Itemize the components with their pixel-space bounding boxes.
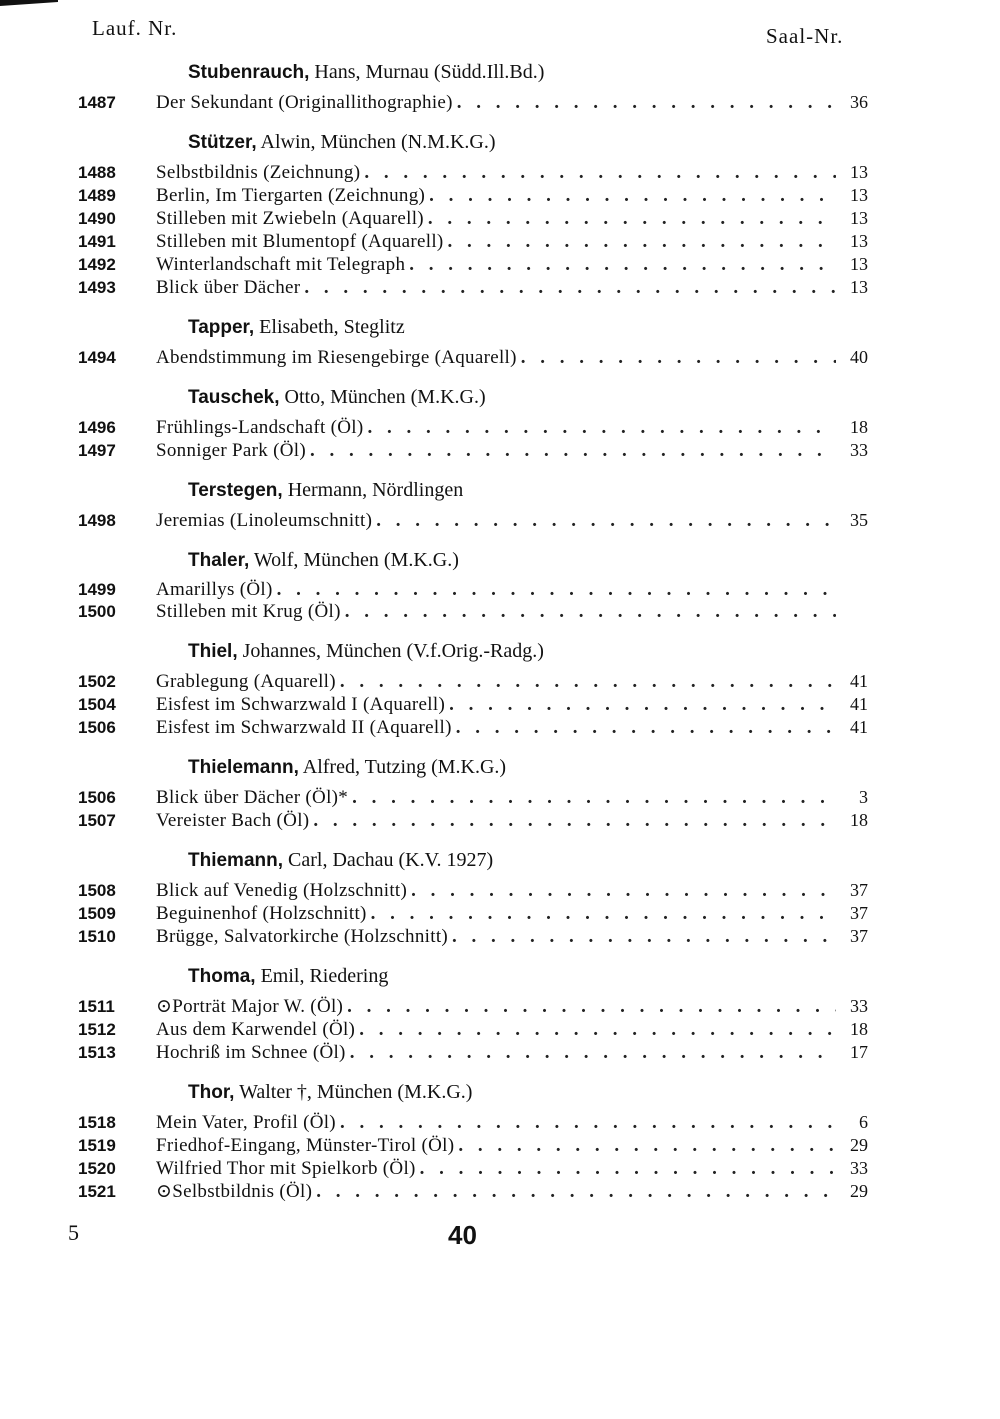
artist-heading: [188, 846, 868, 875]
entry-number: 1488: [78, 163, 116, 182]
artist-group: [78, 753, 868, 832]
entry-title: Berlin, Im Tiergarten (Zeichnung): [156, 185, 426, 206]
artist-heading: [188, 383, 868, 412]
dot-leader: [452, 926, 836, 948]
artist-group: [78, 546, 868, 623]
catalog-entry: [78, 276, 868, 299]
entry-number: 1502: [78, 672, 116, 691]
catalog-entry: [78, 184, 868, 207]
entry-room-number: 33: [850, 1158, 868, 1178]
entry-room-number: 13: [850, 185, 868, 205]
entry-room-number: 3: [859, 787, 868, 807]
catalog-entry: [78, 902, 868, 925]
dot-leader: [350, 1042, 836, 1064]
dot-leader: [359, 1019, 836, 1041]
entry-number: 1490: [78, 209, 116, 228]
entry-number: 1492: [78, 255, 116, 274]
artist-info: Hermann, Nördlingen: [282, 479, 464, 501]
artist-group: [78, 637, 868, 739]
dot-leader: [340, 1112, 836, 1134]
catalog-entry: [78, 416, 868, 439]
entry-title: Brügge, Salvatorkirche (Holzschnitt): [156, 926, 449, 947]
catalog-entry: [78, 439, 868, 462]
dot-leader: [456, 717, 836, 739]
catalog-entry: [78, 230, 868, 253]
entry-room-number: 13: [850, 162, 868, 182]
entry-number: 1504: [78, 695, 116, 714]
entry-number: 1496: [78, 418, 116, 437]
artist-name: Thor,: [188, 1082, 235, 1103]
dot-leader: [449, 694, 836, 716]
catalog-entry: [78, 716, 868, 739]
entry-number: 1509: [78, 904, 116, 923]
dot-leader: [429, 185, 836, 207]
dot-leader: [448, 231, 836, 253]
entry-title: Eisfest im Schwarzwald II (Aquarell): [156, 717, 452, 738]
dot-leader: [313, 810, 836, 832]
catalog-entry: [78, 91, 868, 114]
entry-title: Eisfest im Schwarzwald I (Aquarell): [156, 694, 446, 715]
entry-title: Blick über Dächer: [156, 277, 301, 298]
entry-title: Jeremias (Linoleumschnitt): [156, 510, 373, 531]
artist-group: [78, 58, 868, 114]
catalog-entry: [78, 346, 868, 369]
artist-info: Elisabeth, Steglitz: [254, 316, 405, 338]
catalog-entry: [78, 1180, 868, 1203]
entry-room-number: 17: [850, 1042, 868, 1062]
artist-group: [78, 128, 868, 299]
entry-title: Blick über Dächer (Öl)*: [156, 787, 349, 808]
artist-info: Alfred, Tutzing (M.K.G.): [298, 756, 507, 778]
artist-group: [78, 962, 868, 1064]
catalog-entry: [78, 1111, 868, 1134]
artist-heading: [188, 128, 868, 157]
entry-title: Friedhof-Eingang, Münster-Tirol (Öl): [156, 1135, 455, 1156]
catalog-entry: [78, 670, 868, 693]
artist-heading: [188, 753, 868, 782]
entry-room-number: 18: [850, 1019, 868, 1039]
catalog-entry: [78, 809, 868, 832]
entry-number: 1506: [78, 718, 116, 737]
entry-number: 1500: [78, 602, 116, 621]
dot-leader: [340, 671, 836, 693]
dot-leader: [310, 440, 836, 462]
catalog-entry: [78, 1134, 868, 1157]
entry-room-number: 33: [850, 440, 868, 460]
dot-leader: [457, 92, 836, 114]
entry-title: Stilleben mit Krug (Öl): [156, 601, 341, 622]
catalog-entry: [78, 1157, 868, 1180]
catalog-entry: [78, 879, 868, 902]
artist-name: Terstegen,: [188, 480, 283, 501]
artist-heading: [188, 1078, 868, 1107]
entry-room-number: 36: [850, 92, 868, 112]
signature-mark: 5: [68, 1220, 79, 1245]
entry-number: 1498: [78, 511, 116, 530]
entry-room-number: 41: [850, 671, 868, 691]
entry-number: 1497: [78, 441, 116, 460]
entry-number: 1521: [78, 1182, 116, 1201]
entry-number: 1506: [78, 788, 116, 807]
entry-title: Abendstimmung im Riesengebirge (Aquarell): [156, 347, 517, 368]
entry-number: 1487: [78, 93, 116, 112]
artist-info: Alwin, München (N.M.K.G.): [256, 131, 496, 153]
entry-title: Frühlings-Landschaft (Öl): [156, 417, 364, 438]
dot-leader: [367, 417, 836, 439]
entry-room-number: 29: [850, 1181, 868, 1201]
dot-leader: [304, 277, 836, 299]
artist-info: Wolf, München (M.K.G.): [249, 549, 459, 571]
catalog-entry: [78, 925, 868, 948]
entry-title: Sonniger Park (Öl): [156, 440, 306, 461]
entry-title: Amarillys (Öl): [156, 579, 273, 600]
entry-title: Beguinenhof (Holzschnitt): [156, 903, 367, 924]
dot-leader: [409, 254, 836, 276]
entry-title: Stilleben mit Blumentopf (Aquarell): [156, 231, 444, 252]
artist-group: [78, 1078, 868, 1203]
artist-heading: [188, 476, 868, 505]
artist-group: [78, 476, 868, 532]
entry-number: 1512: [78, 1020, 116, 1039]
artist-heading: [188, 962, 868, 991]
entry-title: Hochriß im Schnee (Öl): [156, 1042, 346, 1063]
catalog-entry: [78, 693, 868, 716]
dot-leader: [458, 1135, 836, 1157]
artist-name: Thoma,: [188, 966, 256, 987]
artist-info: Otto, München (M.K.G.): [279, 386, 486, 408]
entry-room-number: 13: [850, 231, 868, 251]
entry-number: 1494: [78, 348, 116, 367]
catalog-entry: [78, 207, 868, 230]
artist-name: Stützer,: [188, 132, 257, 153]
artist-name: Thiel,: [188, 641, 238, 662]
dot-leader: [364, 162, 836, 184]
catalog-list: [78, 58, 868, 1217]
artist-info: Hans, Murnau (Südd.Ill.Bd.): [309, 61, 545, 83]
artist-heading: [188, 637, 868, 666]
artist-name: Thielemann,: [188, 757, 299, 778]
entry-number: 1508: [78, 881, 116, 900]
catalog-entry: [78, 161, 868, 184]
column-header-running-number: Lauf. Nr.: [92, 16, 178, 40]
entry-room-number: 41: [850, 717, 868, 737]
entry-number: 1510: [78, 927, 116, 946]
entry-title: Blick auf Venedig (Holzschnitt): [156, 880, 408, 901]
artist-heading: [188, 546, 868, 575]
dot-leader: [277, 579, 836, 601]
artist-heading: [188, 313, 868, 342]
artist-name: Thiemann,: [188, 850, 284, 871]
entry-number: 1513: [78, 1043, 116, 1062]
page-number: 40: [448, 1220, 477, 1250]
entry-title: Selbstbildnis (Zeichnung): [156, 162, 361, 183]
artist-heading: [188, 58, 868, 87]
catalog-entry: [78, 253, 868, 276]
entry-room-number: 29: [850, 1135, 868, 1155]
catalog-entry: [78, 786, 868, 809]
entry-title: Grablegung (Aquarell): [156, 671, 336, 692]
entry-room-number: 41: [850, 694, 868, 714]
entry-room-number: 18: [850, 417, 868, 437]
entry-room-number: 13: [850, 208, 868, 228]
artist-name: Tauschek,: [188, 387, 280, 408]
entry-room-number: 40: [850, 347, 868, 367]
artist-info: Walter †, München (M.K.G.): [234, 1081, 473, 1103]
dot-leader: [316, 1181, 836, 1203]
catalog-entry: [78, 601, 868, 623]
entry-number: 1499: [78, 580, 116, 599]
entry-room-number: 37: [850, 880, 868, 900]
entry-title: ⊙Porträt Major W. (Öl): [156, 996, 344, 1017]
dot-leader: [411, 880, 836, 902]
entry-title: Mein Vater, Profil (Öl): [156, 1112, 336, 1133]
entry-room-number: 6: [859, 1112, 868, 1132]
dot-leader: [521, 347, 836, 369]
catalog-entry: [78, 579, 868, 601]
entry-room-number: 35: [850, 510, 868, 530]
catalog-entry: [78, 995, 868, 1018]
artist-info: Carl, Dachau (K.V. 1927): [283, 849, 494, 871]
entry-room-number: 13: [850, 277, 868, 297]
dot-leader: [345, 601, 836, 623]
entry-title: Stilleben mit Zwiebeln (Aquarell): [156, 208, 424, 229]
entry-number: 1491: [78, 232, 116, 251]
entry-room-number: 33: [850, 996, 868, 1016]
entry-room-number: 18: [850, 810, 868, 830]
dot-leader: [347, 996, 836, 1018]
dot-leader: [352, 787, 836, 809]
dot-leader: [428, 208, 836, 230]
dot-leader: [420, 1158, 836, 1180]
entry-number: 1511: [78, 997, 115, 1016]
scan-mark: [0, 0, 58, 6]
entry-title: Winterlandschaft mit Telegraph: [156, 254, 406, 275]
entry-title: ⊙Selbstbildnis (Öl): [156, 1181, 313, 1202]
catalog-entry: [78, 509, 868, 532]
entry-number: 1493: [78, 278, 116, 297]
artist-name: Tapper,: [188, 317, 255, 338]
column-header-room-number: Saal-Nr.: [766, 24, 844, 48]
entry-number: 1518: [78, 1113, 116, 1132]
entry-room-number: 37: [850, 903, 868, 923]
catalog-entry: [78, 1018, 868, 1041]
entry-number: 1489: [78, 186, 116, 205]
artist-group: [78, 383, 868, 462]
entry-number: 1519: [78, 1136, 116, 1155]
artist-group: [78, 313, 868, 369]
entry-number: 1507: [78, 811, 116, 830]
artist-info: Emil, Riedering: [255, 965, 389, 987]
artist-name: Stubenrauch,: [188, 62, 310, 83]
dot-leader: [376, 510, 836, 532]
entry-title: Der Sekundant (Originallithographie): [156, 92, 453, 113]
entry-room-number: 37: [850, 926, 868, 946]
dot-leader: [371, 903, 836, 925]
entry-title: Aus dem Karwendel (Öl): [156, 1019, 356, 1040]
entry-number: 1520: [78, 1159, 116, 1178]
artist-name: Thaler,: [188, 550, 250, 571]
entry-title: Wilfried Thor mit Spielkorb (Öl): [156, 1158, 416, 1179]
artist-group: [78, 846, 868, 948]
artist-info: Johannes, München (V.f.Orig.-Radg.): [237, 640, 544, 662]
entry-room-number: 13: [850, 254, 868, 274]
catalog-entry: [78, 1041, 868, 1064]
entry-title: Vereister Bach (Öl): [156, 810, 310, 831]
